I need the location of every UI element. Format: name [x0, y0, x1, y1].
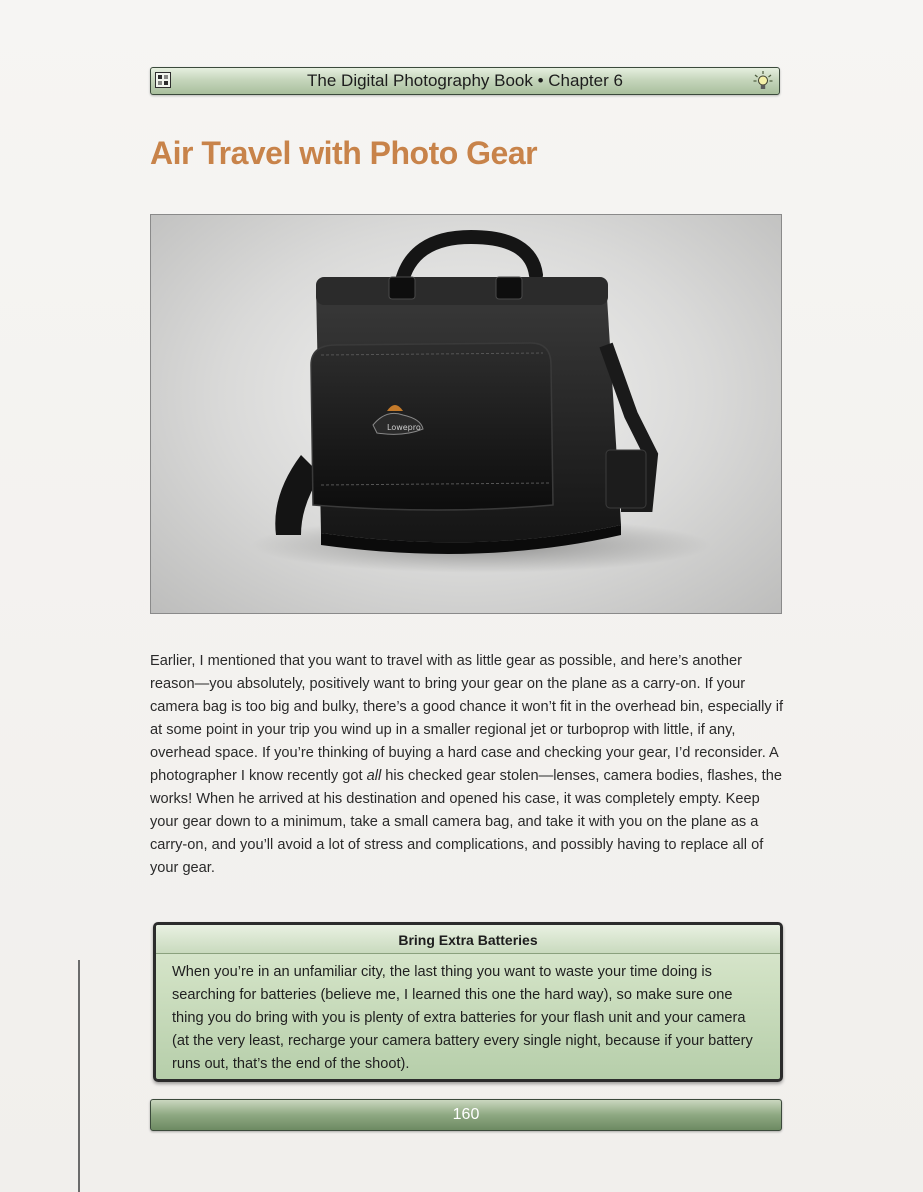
chapter-header-bar	[150, 67, 780, 95]
page-title: Air Travel with Photo Gear	[150, 135, 538, 171]
body-text-part-2: his checked gear stolen—lenses, camera bodies, flashes, the works! When he arrived at his destination and opened his case, it was completely empty. Keep your gear down to a minimum, take a small camera bag, and take it with you on the plane as a carry-on, and you’ll avoid a lot of stress and complications, and possibly having to replace all of your gear.	[150, 768, 782, 876]
body-paragraph	[150, 650, 786, 880]
page-number: 160	[452, 1106, 480, 1123]
footer-bar	[150, 1099, 782, 1131]
tip-title-bar	[156, 925, 780, 954]
bag-logo-text: Lowepro	[387, 423, 421, 432]
page-spine-line	[78, 960, 80, 1192]
lightbulb-icon	[752, 70, 774, 92]
body-text-emphasis: all	[366, 768, 382, 784]
camera-bag-photo	[150, 214, 782, 614]
camera-bag-illustration	[151, 215, 781, 613]
tip-box	[153, 922, 783, 1082]
tip-text: When you’re in an unfamiliar city, the last thing you want to waste your time doing is searching for batteries (believe me, I learned this one the hard way), so make sure one thing you do bring with you is plenty of extra batteries for your flash unit and your camera (at the very least, recharge your camera battery every single night, because if your battery runs out, that’s the end of the shoot).	[172, 964, 753, 1072]
tip-title: Bring Extra Batteries	[398, 932, 538, 948]
body-text-part-1: Earlier, I mentioned that you want to travel with as little gear as possible, and here’s another reason—you absolutely, positively want to bring your gear on the plane as a carry-on. If your camera bag is too big and bulky, there’s a good chance it won’t fit in the overhead bin, especially if at some point in your trip you wind up in a smaller regional jet or turboprop with little, if any, overhead space. If you’re thinking of buying a hard case and checking your gear, I’d reconsider. A photographer I know recently got	[150, 653, 784, 784]
chapter-header-title: The Digital Photography Book • Chapter 6	[307, 71, 623, 90]
